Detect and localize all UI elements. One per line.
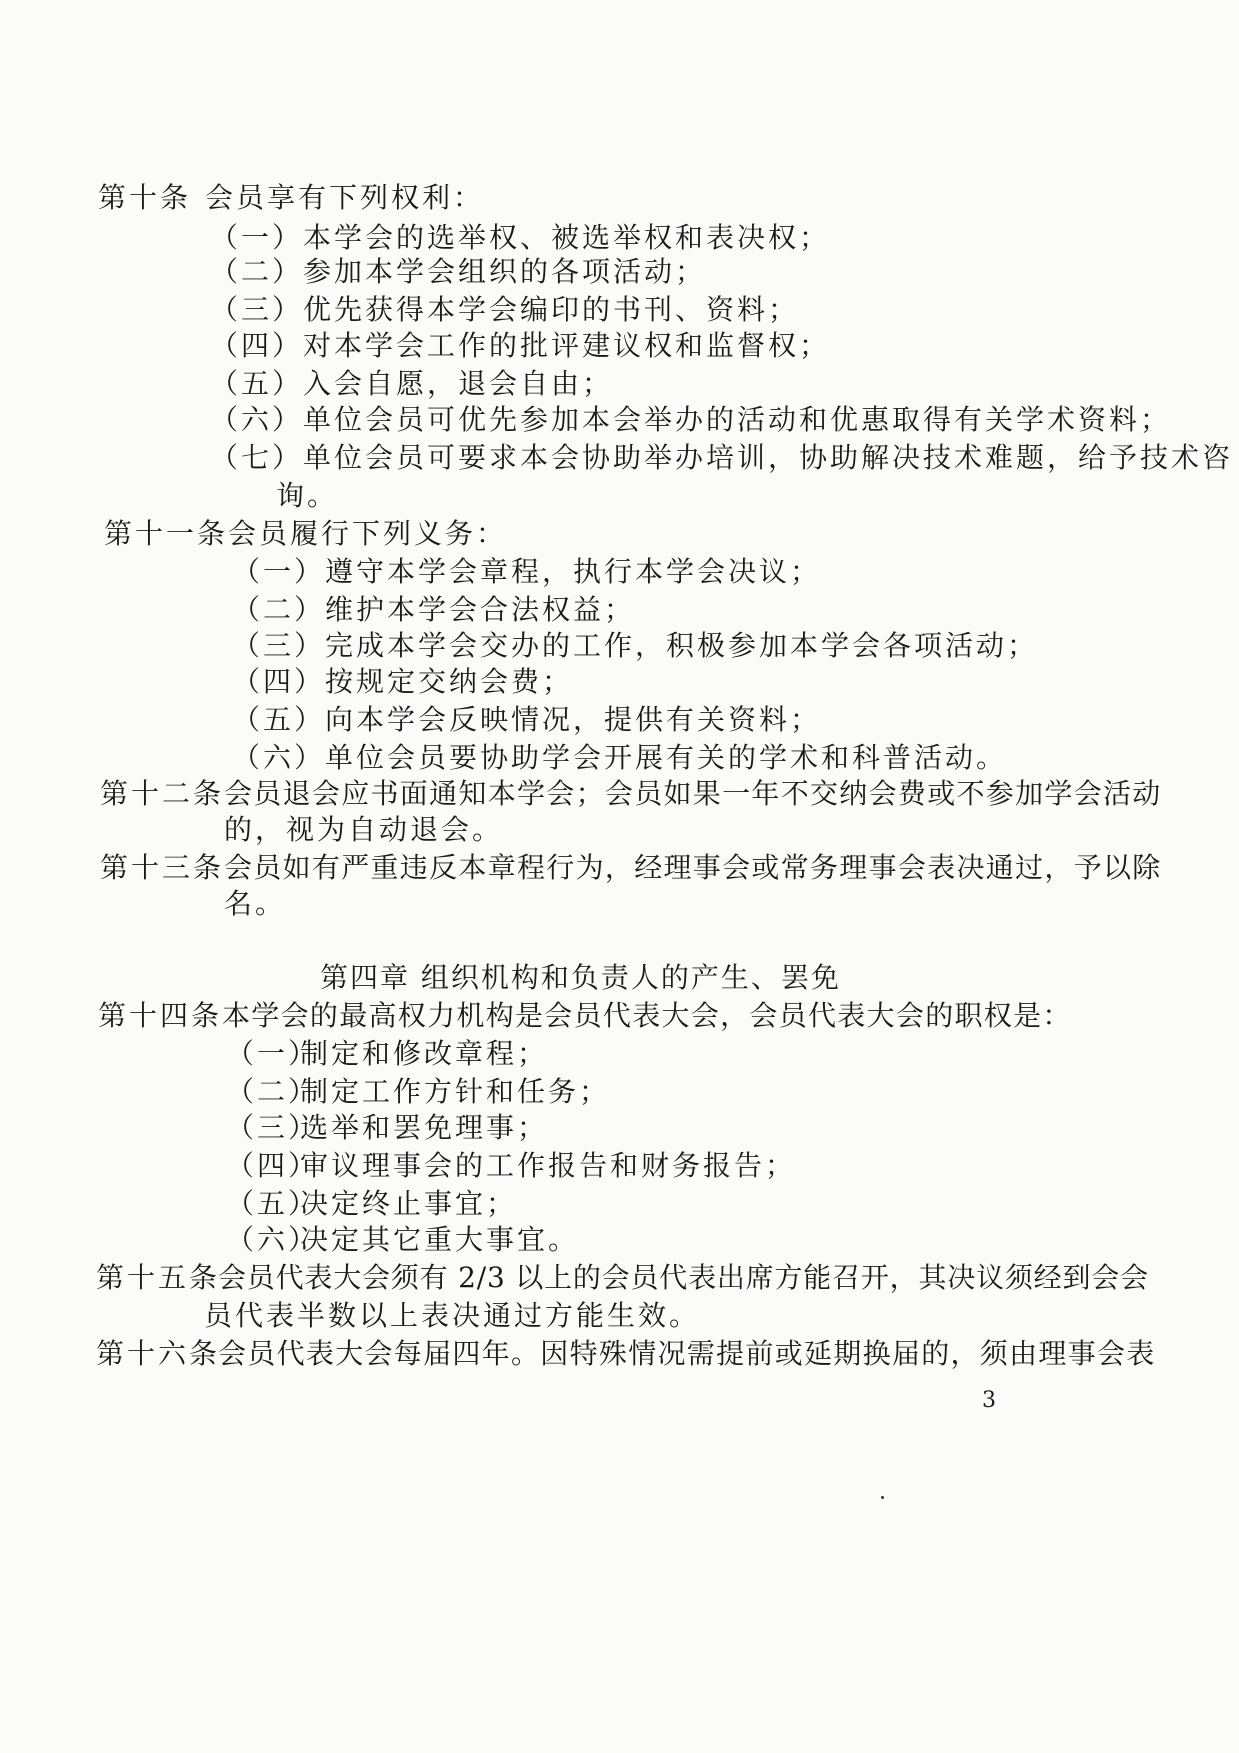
article-16-label: 第十六条: [96, 1337, 221, 1370]
article-10-item: （五）入会自愿，退会自由；: [210, 367, 614, 400]
article-10-item: （一）本学会的选举权、被选举权和表决权；: [210, 221, 831, 254]
article-14-item-no: （五）: [226, 1187, 320, 1220]
article-10-head: 会员享有下列权利：: [205, 181, 485, 214]
article-15-text: 员代表半数以上表决通过方能生效。: [204, 1299, 701, 1332]
article-10-label: 第十条: [98, 181, 192, 214]
chapter-heading: 第四章 组织机构和负责人的产生、罢免: [320, 961, 841, 994]
article-14-item-text: 审议理事会的工作报告和财务报告；: [300, 1149, 797, 1182]
article-12-label: 第十二条: [100, 777, 225, 810]
article-14-item-no: （四）: [226, 1149, 320, 1182]
article-13-text: 名。: [224, 887, 287, 920]
article-14-head: 本学会的最高权力机构是会员代表大会，会员代表大会的职权是：: [222, 999, 1072, 1032]
article-14-item-no: （三）: [226, 1111, 320, 1144]
article-14-item-text: 制定工作方针和任务；: [300, 1075, 611, 1108]
article-15-text: 会员代表大会须有 2/3 以上的会员代表出席方能召开，其决议须经到会会: [218, 1261, 1149, 1294]
page-number: 3: [982, 1388, 996, 1413]
article-11-label: 第十一条: [104, 517, 229, 550]
article-11-item: （六）单位会员要协助学会开展有关的学术和科普活动。: [232, 741, 1008, 774]
article-10-item: （七）单位会员可要求本会协助举办培训，协助解决技术难题，给予技术咨: [210, 441, 1234, 474]
article-12-text: 的，视为自动退会。: [224, 813, 504, 846]
article-13-text: 会员如有严重违反本章程行为，经理事会或常务理事会表决通过，予以除: [224, 851, 1162, 884]
article-10-item: （三）优先获得本学会编印的书刊、资料；: [210, 293, 800, 326]
article-10-item-cont: 询。: [276, 479, 339, 512]
article-11-item: （五）向本学会反映情况，提供有关资料；: [232, 703, 822, 736]
article-11-item: （二）维护本学会合法权益；: [232, 593, 636, 626]
article-16-text: 会员代表大会每届四年。因特殊情况需提前或延期换届的，须由理事会表: [218, 1337, 1156, 1370]
article-14-item-text: 决定终止事宜；: [300, 1187, 518, 1220]
article-14-item-no: （一）: [226, 1037, 320, 1070]
article-10-item: （二）参加本学会组织的各项活动；: [210, 255, 707, 288]
article-14-label: 第十四条: [98, 999, 223, 1032]
scan-speck: [881, 1496, 884, 1499]
article-11-head: 会员履行下列义务：: [228, 517, 508, 550]
article-11-item: （一）遵守本学会章程，执行本学会决议；: [232, 555, 822, 588]
article-15-label: 第十五条: [96, 1261, 221, 1294]
article-12-text: 会员退会应书面通知本学会；会员如果一年不交纳会费或不参加学会活动: [224, 777, 1162, 810]
article-14-item-text: 决定其它重大事宜。: [300, 1223, 580, 1256]
article-10-item: （六）单位会员可优先参加本会举办的活动和优惠取得有关学术资料；: [210, 403, 1172, 436]
article-14-item-no: （六）: [226, 1223, 320, 1256]
article-14-item-text: 制定和修改章程；: [300, 1037, 549, 1070]
article-14-item-text: 选举和罢免理事；: [300, 1111, 549, 1144]
article-11-item: （四）按规定交纳会费；: [232, 665, 574, 698]
article-11-item: （三）完成本学会交办的工作，积极参加本学会各项活动；: [232, 629, 1039, 662]
article-13-label: 第十三条: [100, 851, 225, 884]
article-14-item-no: （二）: [226, 1075, 320, 1108]
article-10-item: （四）对本学会工作的批评建议权和监督权；: [210, 329, 831, 362]
